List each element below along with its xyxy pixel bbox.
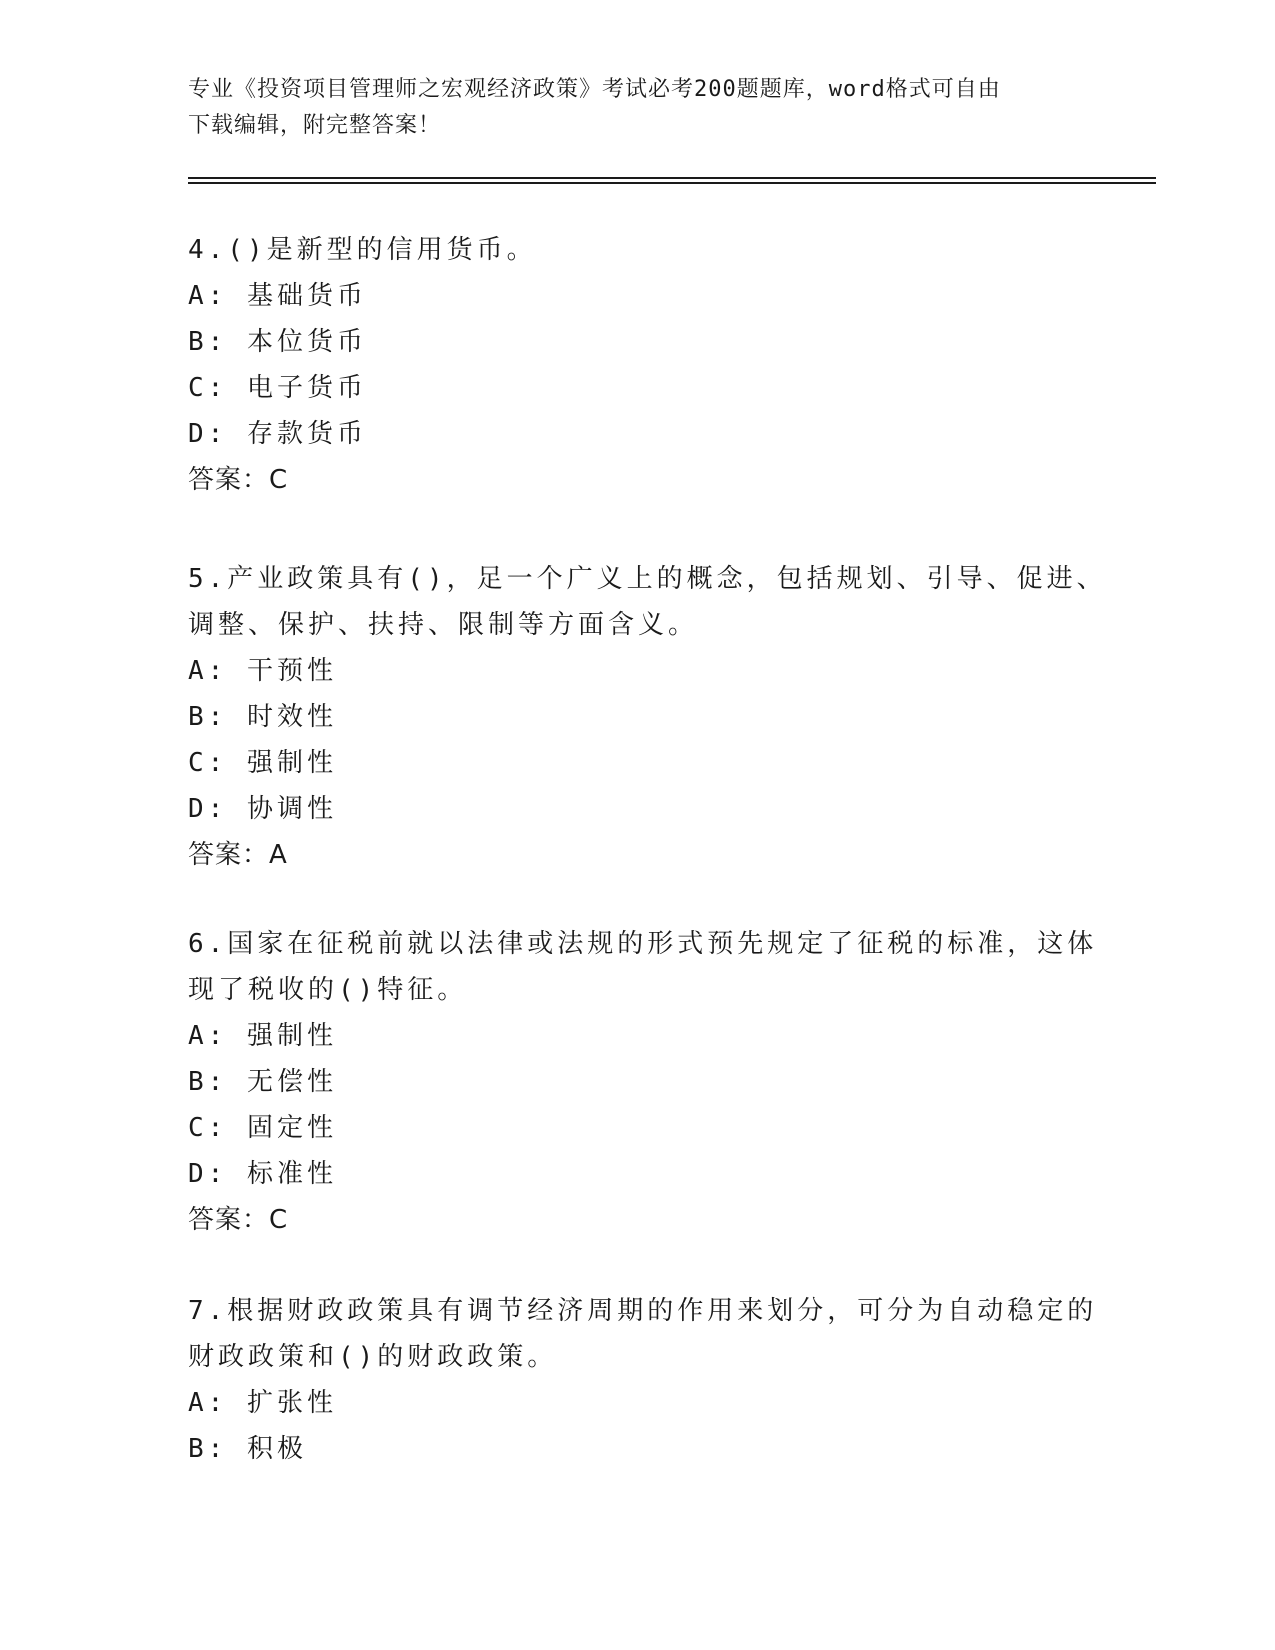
option-d: D: 标准性	[188, 1159, 337, 1189]
answer: 答案：C	[188, 1205, 289, 1235]
option-c: C: 强制性	[188, 748, 337, 778]
question-7	[188, 1288, 1098, 1472]
header-divider-bottom	[188, 182, 1156, 184]
option-c: C: 固定性	[188, 1113, 337, 1143]
question-stem-line-2: 财政政策和()的财政政策。	[188, 1342, 558, 1372]
question-4	[188, 227, 1088, 503]
option-b: B: 时效性	[188, 702, 337, 732]
answer: 答案：A	[188, 840, 288, 870]
question-5	[188, 556, 1107, 878]
question-stem-line-1: 7.根据财政政策具有调节经济周期的作用来划分，可分为自动稳定的	[188, 1296, 1098, 1326]
header-line-1: 专业《投资项目管理师之宏观经济政策》考试必考200题题库，word格式可自由	[188, 77, 1001, 102]
option-d: D: 协调性	[188, 794, 337, 824]
question-stem-line-1: 5.产业政策具有()，足一个广义上的概念，包括规划、引导、促进、	[188, 564, 1107, 594]
option-d: D: 存款货币	[188, 419, 367, 449]
answer: 答案：C	[188, 465, 289, 495]
question-6	[188, 921, 1098, 1243]
option-b: B: 本位货币	[188, 327, 367, 357]
header-line-2: 下载编辑，附完整答案！	[188, 113, 442, 138]
question-stem-line-2: 调整、保护、扶持、限制等方面含义。	[188, 610, 699, 640]
option-b: B: 无偿性	[188, 1067, 337, 1097]
option-a: A: 干预性	[188, 656, 337, 686]
option-a: A: 强制性	[188, 1021, 337, 1051]
option-a: A: 基础货币	[188, 281, 367, 311]
option-c: C: 电子货币	[188, 373, 367, 403]
question-stem-line-1: 6.国家在征税前就以法律或法规的形式预先规定了征税的标准，这体	[188, 929, 1098, 959]
question-stem: 4.()是新型的信用货币。	[188, 235, 537, 265]
document-header	[188, 72, 1068, 144]
header-divider-top	[188, 177, 1156, 179]
question-stem-line-2: 现了税收的()特征。	[188, 975, 468, 1005]
option-a: A: 扩张性	[188, 1388, 337, 1418]
option-b: B: 积极	[188, 1434, 307, 1464]
